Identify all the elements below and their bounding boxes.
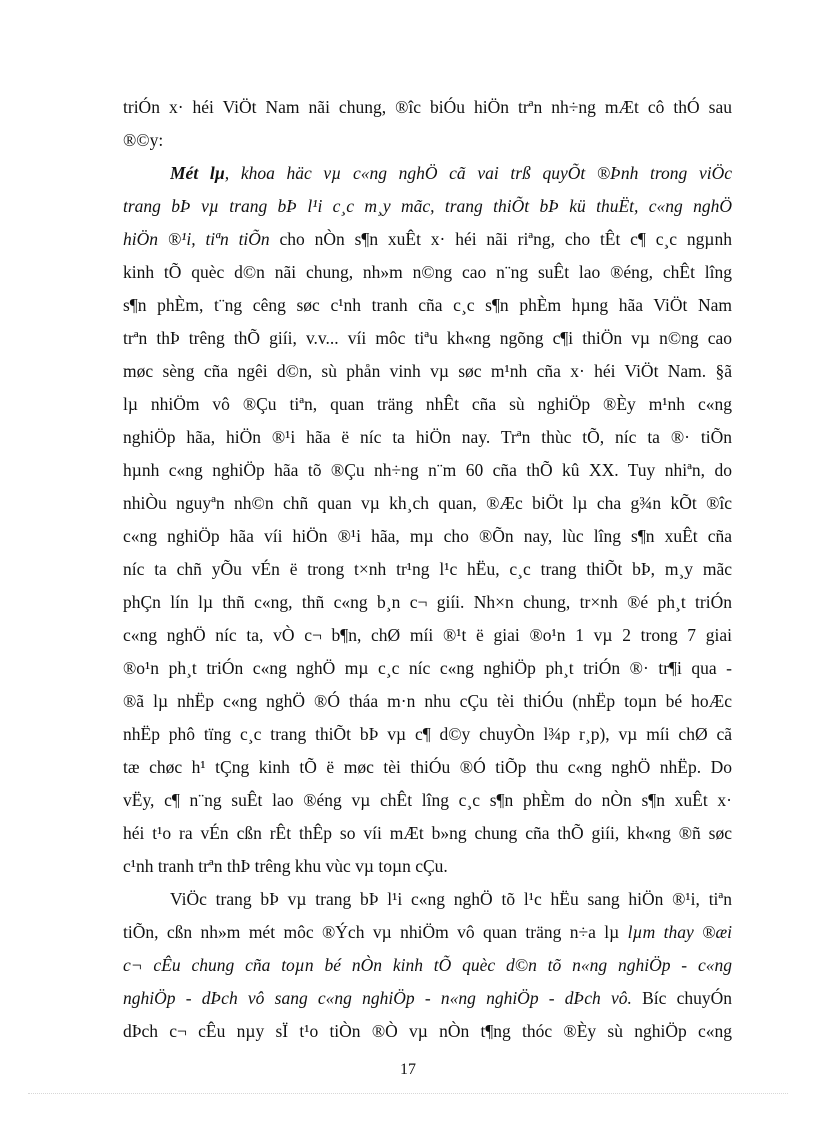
- body-line-24: c¹nh tranh trªn thÞ trêng khu vùc vµ toµn cÇu.: [123, 856, 448, 876]
- body-line-21: tæ chøc h¹ tÇng kinh tÕ ë møc tèi thiÓu ®Ó tiÕp thu c«ng nghÖ nhËp. Do: [123, 757, 732, 777]
- body-line-18: ®o¹n ph¸t triÓn c«ng nghÖ mµ c¸c níc c«ng nghiÖp ph¸t triÓn ®· tr¶i qua -: [123, 658, 732, 678]
- body-line-27: c¬ cÊu chung cña toµn bé nÒn kinh tÕ quèc d©n tõ n«ng nghiÖp - c«ng: [123, 955, 732, 975]
- body-line-22: vËy, c¶ n¨ng suÊt lao ®éng vµ chÊt lîng c¸c s¶n phÈm do nÒn s¶n xuÊt x·: [123, 790, 732, 810]
- footer-divider: [28, 1093, 788, 1094]
- body-line-29: dÞch c¬ cÊu nµy sÏ t¹o tiÒn ®Ò vµ nÒn t¶ng thóc ®Èy sù nghiÖp c«ng: [123, 1021, 732, 1041]
- body-line-11: nghiÖp hãa, hiÖn ®¹i hãa ë níc ta hiÖn nay. Trªn thùc tÕ, níc ta ®· tiÕn: [123, 427, 732, 447]
- body-line-20: nhËp phô tïng c¸c trang thiÕt bÞ vµ c¶ d©y chuyÒn l¾p r¸p), vµ míi chØ cã: [123, 724, 732, 744]
- body-line-5: hiÖn ®¹i, tiªn tiÕn cho nÒn s¶n xuÊt x· héi nãi riªng, cho tÊt c¶ c¸c ngµnh: [123, 229, 732, 249]
- body-line-25: ViÖc trang bÞ vµ trang bÞ l¹i c«ng nghÖ tõ l¹c hËu sang hiÖn ®¹i, tiªn: [170, 889, 732, 909]
- body-line-12: hµnh c«ng nghiÖp hãa tõ ®Çu nh÷ng n¨m 60 cña thÕ kû XX. Tuy nhiªn, do: [123, 460, 732, 480]
- body-line-8: trªn thÞ trêng thÕ giíi, v.v... víi môc tiªu kh«ng ngõng c¶i thiÖn vµ n©ng cao: [123, 328, 732, 348]
- body-line-23: héi t¹o ra vÉn cßn rÊt thÊp so víi mÆt b»ng chung cña thÕ giíi, kh«ng ®ñ søc: [123, 823, 732, 843]
- body-line-17: c«ng nghÖ níc ta, vÒ c¬ b¶n, chØ míi ®¹t ë giai ®o¹n 1 vµ 2 trong 7 giai: [123, 625, 732, 645]
- body-line-14: c«ng nghiÖp hãa víi hiÖn ®¹i hãa, mµ cho ®Õn nay, lùc lîng s¶n xuÊt cña: [123, 526, 732, 546]
- body-line-10: lµ nhiÖm vô ®Çu tiªn, quan träng nhÊt cña sù nghiÖp ®Èy m¹nh c«ng: [123, 394, 732, 414]
- lead-emphasis: Mét lµ: [170, 163, 225, 183]
- body-line-6: kinh tÕ quèc d©n nãi chung, nh»m n©ng cao n¨ng suÊt lao ®éng, chÊt lîng: [123, 262, 732, 282]
- body-line-9: møc sèng cña ngêi d©n, sù phån vinh vµ søc m¹nh cña x· héi ViÖt Nam. §ã: [123, 361, 732, 381]
- page-number: 17: [400, 1061, 416, 1078]
- body-line-4: trang bÞ vµ trang bÞ l¹i c¸c m¸y mãc, trang thiÕt bÞ kü thuËt, c«ng nghÖ: [123, 196, 732, 216]
- body-line-26: tiÕn, cßn nh»m mét môc ®Ých vµ nhiÖm vô quan träng n÷a lµ lµm thay ®æi: [123, 922, 732, 942]
- body-line-16: phÇn lín lµ thñ c«ng, thñ c«ng b¸n c¬ giíi. Nh×n chung, tr×nh ®é ph¸t triÓn: [123, 592, 732, 612]
- body-line-15: níc ta chñ yÕu vÉn ë trong t×nh tr¹ng l¹c hËu, c¸c trang thiÕt bÞ, m¸y mãc: [123, 559, 732, 579]
- body-line-19: ®ã lµ nhËp c«ng nghÖ ®Ó tháa m·n nhu cÇu tèi thiÓu (nhËp toµn bé hoÆc: [123, 691, 732, 711]
- body-line-1: triÓn x· héi ViÖt Nam nãi chung, ®îc biÓu hiÖn trªn nh÷ng mÆt cô thÓ sau: [123, 97, 732, 117]
- body-line-2: ®©y:: [123, 130, 164, 150]
- body-line-3: Mét lµ, khoa häc vµ c«ng nghÖ cã vai trß quyÕt ®Þnh trong viÖc: [170, 163, 732, 183]
- body-line-13: nhiÒu nguyªn nh©n chñ quan vµ kh¸ch quan, ®Æc biÖt lµ cha g¾n kÕt ®îc: [123, 493, 732, 513]
- body-line-28: nghiÖp - dÞch vô sang c«ng nghiÖp - n«ng nghiÖp - dÞch vô. Bíc chuyÓn: [123, 988, 732, 1008]
- body-line-7: s¶n phÈm, t¨ng cêng søc c¹nh tranh cña c¸c s¶n phÈm hµng hãa ViÖt Nam: [123, 295, 732, 315]
